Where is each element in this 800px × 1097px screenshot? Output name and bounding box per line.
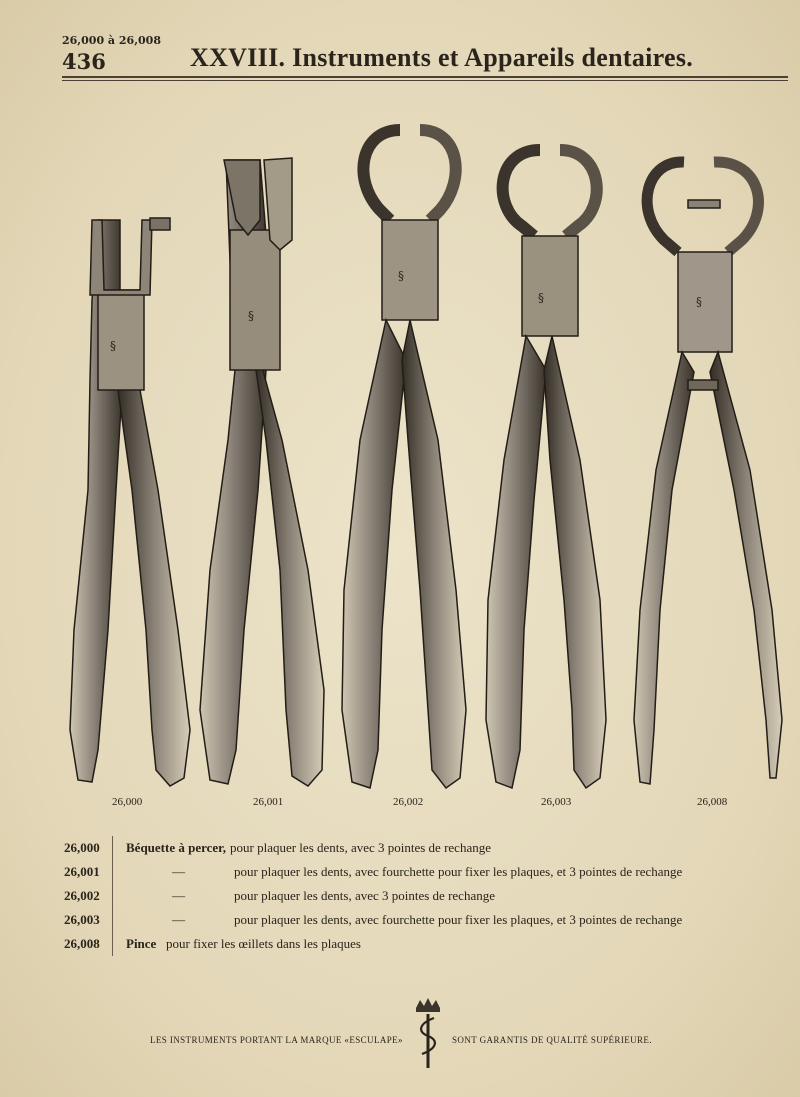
instrument-26000	[70, 218, 190, 786]
divider	[112, 860, 113, 884]
ditto-dash: —	[172, 888, 185, 903]
instrument-26003	[486, 150, 606, 788]
item-number: 26,000	[64, 840, 100, 855]
item-description: pour plaquer les dents, avec 3 pointes de rechange	[234, 888, 495, 903]
header-rule-thin	[62, 80, 788, 81]
svg-text:§: §	[248, 309, 254, 323]
svg-text:§: §	[538, 291, 544, 305]
item-description: pour plaquer les dents, avec 3 pointes de rechange	[230, 840, 491, 855]
divider	[112, 908, 113, 932]
item-name: Béquette à percer,	[126, 840, 227, 855]
instrument-26001	[200, 158, 324, 786]
footer	[150, 1030, 670, 1070]
figure-caption-26000: 26,000	[112, 796, 143, 808]
item-number: 26,002	[64, 888, 100, 903]
instrument-26002	[342, 130, 466, 788]
item-number: 26,003	[64, 912, 100, 927]
esculape-emblem-icon	[408, 998, 448, 1070]
divider	[112, 884, 113, 908]
item-list	[62, 840, 762, 960]
page-title: XXVIII. Instruments et Appareils dentaires.	[190, 43, 694, 72]
figure-caption-26001: 26,001	[253, 796, 284, 808]
footer-text-left: LES INSTRUMENTS PORTANT LA MARQUE «ESCULAPE»	[150, 1035, 403, 1045]
footer-text-right: SONT GARANTIS DE QUALITÉ SUPÉRIEURE.	[452, 1035, 652, 1045]
svg-text:§: §	[398, 269, 404, 283]
list-item	[62, 840, 762, 864]
item-number: 26,008	[64, 936, 100, 951]
page-range: 26,000 à 26,008	[62, 34, 161, 47]
instrument-26008	[634, 162, 782, 784]
figure-caption-26003: 26,003	[541, 796, 572, 808]
list-item	[62, 936, 762, 960]
item-number: 26,001	[64, 864, 100, 879]
figure-caption-26002: 26,002	[393, 796, 424, 808]
list-item	[62, 912, 762, 936]
divider	[112, 932, 113, 956]
item-description: pour fixer les œillets dans les plaques	[166, 936, 361, 951]
list-item	[62, 864, 762, 888]
item-description: pour plaquer les dents, avec fourchette pour fixer les plaques, et 3 pointes de rechange	[234, 864, 683, 879]
divider	[112, 836, 113, 860]
svg-text:§: §	[696, 295, 702, 309]
instruments-illustration	[60, 110, 790, 800]
list-item	[62, 888, 762, 912]
figure-caption-26008: 26,008	[697, 796, 728, 808]
svg-text:§: §	[110, 339, 116, 353]
header-rule	[62, 76, 788, 78]
ditto-dash: —	[172, 912, 185, 927]
page-number: 436	[62, 49, 106, 74]
item-description: pour plaquer les dents, avec fourchette pour fixer les plaques, et 3 pointes de rechange	[234, 912, 683, 927]
ditto-dash: —	[172, 864, 185, 879]
item-name: Pince	[126, 936, 157, 951]
